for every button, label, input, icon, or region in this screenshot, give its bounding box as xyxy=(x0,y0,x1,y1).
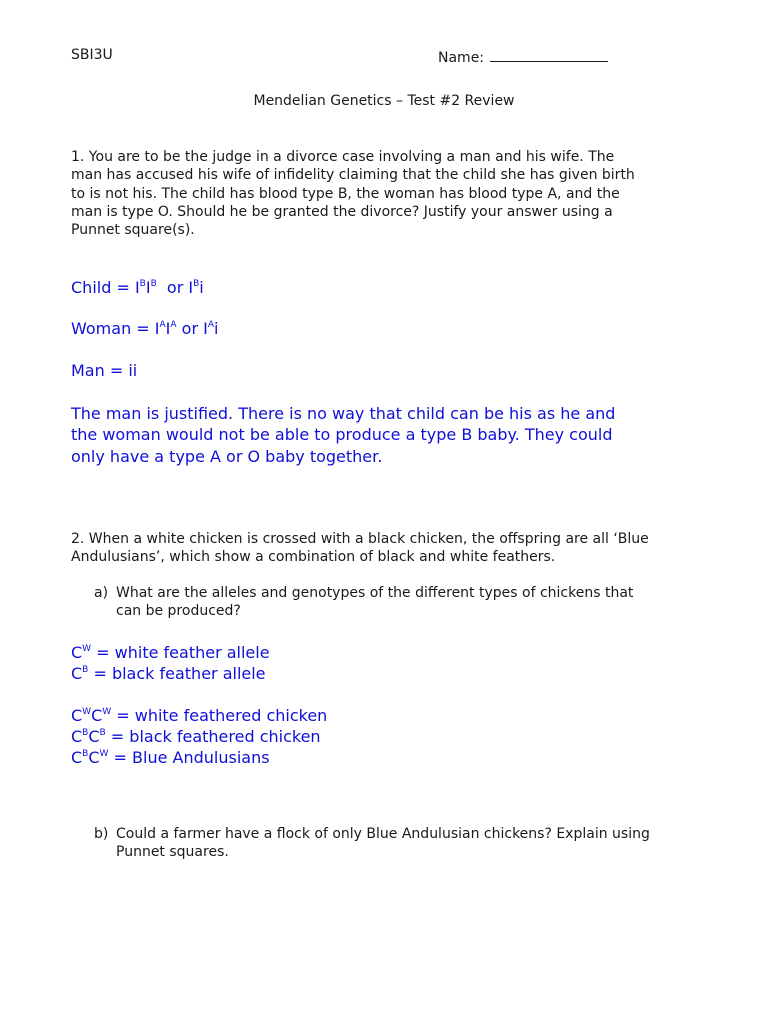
question-1 xyxy=(71,148,635,239)
page-title: Mendelian Genetics – Test #2 Review xyxy=(253,93,515,109)
question-2a-line: What are the alleles and genotypes of the different types of chickens that xyxy=(116,585,634,601)
question-1-line: 1. You are to be the judge in a divorce case involving a man and his wife. The xyxy=(71,149,615,165)
name-blank-line xyxy=(490,47,608,62)
course-code: SBI3U xyxy=(71,47,113,63)
question-1-line: man is type O. Should he be granted the divorce? Justify your answer using a xyxy=(71,203,613,220)
question-2-line: Andulusians’, which show a combination of black and white feathers. xyxy=(71,549,556,566)
answer-alleles xyxy=(71,642,270,684)
question-2a xyxy=(94,584,714,621)
genotype-black: $C^BC^B$ = black feathered chicken xyxy=(71,727,321,746)
answer-woman-genotype: Woman = $I^AI^A$ or $I^Ai$ xyxy=(71,319,219,338)
question-2b-line: Could a farmer have a flock of only Blue Andulusian chickens? Explain using xyxy=(116,826,650,842)
question-2b-label: b) xyxy=(94,826,109,842)
question-1-line: to is not his. The child has blood type B, the woman has blood type A, and the xyxy=(71,185,620,202)
answer-justification-line: only have a type A or O baby together. xyxy=(71,446,383,466)
question-2a-label: a) xyxy=(94,585,109,601)
question-2a-line: can be produced? xyxy=(116,603,241,620)
allele-white: $C^W$ = white feather allele xyxy=(71,643,270,662)
allele-black: $C^B$ = black feather allele xyxy=(71,664,266,683)
name-label: Name: xyxy=(438,50,485,66)
answer-child-genotype: Child = $I^BI^B$ or $I^Bi$ xyxy=(71,278,204,297)
question-2-line: 2. When a white chicken is crossed with a black chicken, the offspring are all ‘Blue xyxy=(71,531,649,547)
genotype-white: $C^WC^W$ = white feathered chicken xyxy=(71,706,328,725)
name-field xyxy=(438,47,608,66)
question-2 xyxy=(71,530,649,567)
genotype-blue: $C^BC^W$ = Blue Andulusians xyxy=(71,748,270,767)
answer-justification-line: the woman would not be able to produce a type B baby. They could xyxy=(71,425,613,445)
question-2b xyxy=(94,825,714,862)
question-2b-line: Punnet squares. xyxy=(116,844,229,861)
answer-genotypes xyxy=(71,705,327,768)
question-1-line: Punnet square(s). xyxy=(71,222,195,239)
answer-man-genotype: Man = ii xyxy=(71,361,138,380)
answer-justification xyxy=(71,403,615,467)
question-1-line: man has accused his wife of infidelity claiming that the child she has given birth xyxy=(71,167,635,184)
answer-justification-line: The man is justified. There is no way that child can be his as he and xyxy=(71,404,616,423)
